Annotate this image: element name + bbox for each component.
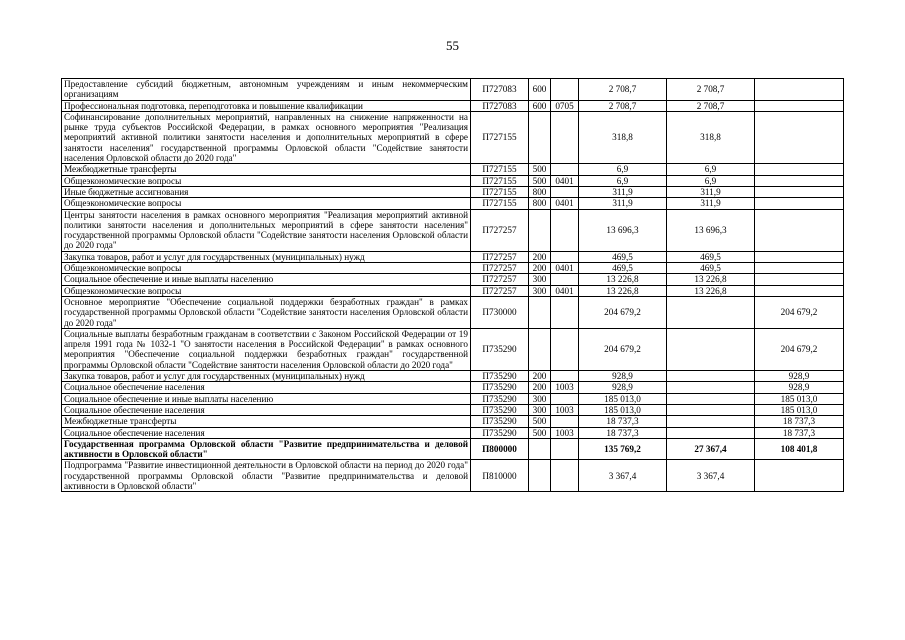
row-amount-2: 318,8 [667, 111, 755, 163]
table-row [62, 175, 844, 186]
row-expense-type: 500 [529, 175, 551, 186]
row-section-code [551, 328, 579, 370]
row-amount-3 [755, 274, 844, 285]
row-amount-2: 2 708,7 [667, 100, 755, 111]
row-section-code: 0705 [551, 100, 579, 111]
row-name: Закупка товаров, работ и услуг для государственных (муниципальных) нужд [62, 371, 471, 382]
table-row [62, 427, 844, 438]
row-amount-3 [755, 175, 844, 186]
row-code: П727257 [471, 263, 529, 274]
row-amount-2: 469,5 [667, 251, 755, 262]
row-name: Социальное обеспечение населения [62, 404, 471, 415]
row-expense-type: 500 [529, 427, 551, 438]
row-expense-type: 200 [529, 371, 551, 382]
row-amount-total: 185 013,0 [579, 393, 667, 404]
row-name: Межбюджетные трансферты [62, 164, 471, 175]
row-expense-type: 600 [529, 100, 551, 111]
row-amount-2: 13 226,8 [667, 285, 755, 296]
row-name: Закупка товаров, работ и услуг для государственных (муниципальных) нужд [62, 251, 471, 262]
table-row [62, 371, 844, 382]
row-expense-type [529, 460, 551, 492]
row-section-code: 0401 [551, 263, 579, 274]
row-section-code: 0401 [551, 175, 579, 186]
row-amount-2 [667, 404, 755, 415]
row-amount-total: 13 226,8 [579, 285, 667, 296]
row-name: Социальные выплаты безработным гражданам в соответствии с Законом Российской Федерации от 19 апреля 1991 года № 1032-1 "О занятости населения в Российской Федерации" в рамках основного мероприятия "Обеспечение социальной поддержки безработных граждан" государственной программы Орловской области "Содействие занятости населения Орловской области до 2020 года" [62, 328, 471, 370]
table-row [62, 100, 844, 111]
budget-table [61, 78, 844, 492]
row-amount-3 [755, 186, 844, 197]
row-amount-total: 469,5 [579, 251, 667, 262]
row-code: П735290 [471, 382, 529, 393]
row-section-code [551, 209, 579, 251]
row-code: П727155 [471, 175, 529, 186]
row-section-code: 1003 [551, 404, 579, 415]
row-name: Иные бюджетные ассигнования [62, 186, 471, 197]
row-amount-total: 928,9 [579, 371, 667, 382]
row-amount-total: 928,9 [579, 382, 667, 393]
row-amount-total: 18 737,3 [579, 427, 667, 438]
row-section-code [551, 274, 579, 285]
row-amount-3 [755, 79, 844, 101]
row-expense-type: 300 [529, 285, 551, 296]
row-amount-total: 135 769,2 [579, 438, 667, 460]
row-name: Центры занятости населения в рамках основного мероприятия "Реализация мероприятий активной политики занятости населения и дополнительных мероприятий в сфере занятости населения" государственной программы Орловской области "Содействие занятости населения Орловской области до 2020 года" [62, 209, 471, 251]
table-row [62, 251, 844, 262]
row-amount-2: 311,9 [667, 186, 755, 197]
row-expense-type: 200 [529, 251, 551, 262]
row-amount-2 [667, 427, 755, 438]
row-amount-2: 3 367,4 [667, 460, 755, 492]
row-amount-2: 13 226,8 [667, 274, 755, 285]
table-row [62, 404, 844, 415]
row-amount-2: 6,9 [667, 164, 755, 175]
table-row [62, 416, 844, 427]
row-code: П727155 [471, 111, 529, 163]
row-name: Государственная программа Орловской области "Развитие предпринимательства и деловой активности в Орловской области" [62, 438, 471, 460]
row-amount-total: 6,9 [579, 175, 667, 186]
row-code: П735290 [471, 427, 529, 438]
row-amount-3: 928,9 [755, 382, 844, 393]
table-row [62, 382, 844, 393]
row-amount-3: 185 013,0 [755, 404, 844, 415]
row-section-code [551, 164, 579, 175]
row-name: Основное мероприятие "Обеспечение социальной поддержки безработных граждан" в рамках государственной программы Орловской области "Содействие занятости населения Орловской области до 2020 года" [62, 296, 471, 328]
row-amount-2: 13 696,3 [667, 209, 755, 251]
row-expense-type: 800 [529, 186, 551, 197]
row-name: Социальное обеспечение и иные выплаты населению [62, 393, 471, 404]
row-expense-type [529, 328, 551, 370]
table-row [62, 438, 844, 460]
row-expense-type: 600 [529, 79, 551, 101]
table-row [62, 328, 844, 370]
row-amount-total: 18 737,3 [579, 416, 667, 427]
row-code: П727083 [471, 100, 529, 111]
row-code: П727257 [471, 209, 529, 251]
row-amount-total: 13 226,8 [579, 274, 667, 285]
row-name: Подпрограмма "Развитие инвестиционной деятельности в Орловской области на период до 2020 года" государственной программы Орловской области "Развитие предпринимательства и деловой активности в Орловской области" [62, 460, 471, 492]
table-row [62, 111, 844, 163]
row-code: П727155 [471, 164, 529, 175]
row-amount-2 [667, 382, 755, 393]
row-amount-3 [755, 164, 844, 175]
row-code: П735290 [471, 404, 529, 415]
row-name: Социальное обеспечение населения [62, 382, 471, 393]
row-amount-total: 311,9 [579, 186, 667, 197]
row-name: Софинансирование дополнительных мероприятий, направленных на снижение напряженности на рынке труда субъектов Российской Федерации, в рамках основного мероприятия "Реализация мероприятий активной политики занятости населения и дополнительных мероприятий в сфере занятости населения" государственной программы Орловской области "Содействие занятости населения Орловской области до 2020 года" [62, 111, 471, 163]
row-amount-3: 185 013,0 [755, 393, 844, 404]
table-row [62, 164, 844, 175]
row-amount-3 [755, 198, 844, 209]
row-amount-2 [667, 416, 755, 427]
row-expense-type: 800 [529, 198, 551, 209]
row-amount-3 [755, 111, 844, 163]
row-amount-3: 108 401,8 [755, 438, 844, 460]
table-row [62, 274, 844, 285]
row-amount-total: 3 367,4 [579, 460, 667, 492]
row-expense-type: 200 [529, 382, 551, 393]
table-row [62, 209, 844, 251]
row-section-code [551, 438, 579, 460]
row-section-code [551, 186, 579, 197]
row-name: Общеэкономические вопросы [62, 263, 471, 274]
row-amount-total: 469,5 [579, 263, 667, 274]
row-section-code [551, 251, 579, 262]
row-name: Предоставление субсидий бюджетным, автономным учреждениям и иным некоммерческим организациям [62, 79, 471, 101]
row-name: Социальное обеспечение населения [62, 427, 471, 438]
row-section-code: 1003 [551, 427, 579, 438]
row-amount-2: 6,9 [667, 175, 755, 186]
row-expense-type: 300 [529, 393, 551, 404]
table-row [62, 79, 844, 101]
row-amount-3 [755, 100, 844, 111]
row-amount-2 [667, 393, 755, 404]
row-code: П727155 [471, 186, 529, 197]
row-code: П730000 [471, 296, 529, 328]
row-amount-3 [755, 209, 844, 251]
row-code: П727083 [471, 79, 529, 101]
table-row [62, 460, 844, 492]
row-expense-type [529, 296, 551, 328]
row-amount-total: 13 696,3 [579, 209, 667, 251]
row-name: Социальное обеспечение и иные выплаты населению [62, 274, 471, 285]
table-row [62, 263, 844, 274]
row-name: Межбюджетные трансферты [62, 416, 471, 427]
table-row [62, 296, 844, 328]
row-code: П735290 [471, 416, 529, 427]
row-amount-total: 185 013,0 [579, 404, 667, 415]
row-amount-3 [755, 460, 844, 492]
row-amount-total: 2 708,7 [579, 100, 667, 111]
row-amount-total: 318,8 [579, 111, 667, 163]
row-expense-type [529, 438, 551, 460]
row-amount-3: 204 679,2 [755, 328, 844, 370]
row-section-code [551, 296, 579, 328]
row-name: Общеэкономические вопросы [62, 198, 471, 209]
table-row [62, 186, 844, 197]
row-code: П727257 [471, 285, 529, 296]
table-row [62, 285, 844, 296]
row-name: Общеэкономические вопросы [62, 175, 471, 186]
row-section-code [551, 460, 579, 492]
row-code: П735290 [471, 328, 529, 370]
row-amount-2 [667, 296, 755, 328]
row-amount-2: 2 708,7 [667, 79, 755, 101]
row-name: Общеэкономические вопросы [62, 285, 471, 296]
row-expense-type [529, 209, 551, 251]
row-amount-3 [755, 263, 844, 274]
row-code: П727257 [471, 274, 529, 285]
row-expense-type [529, 111, 551, 163]
row-section-code: 1003 [551, 382, 579, 393]
row-amount-total: 204 679,2 [579, 328, 667, 370]
row-amount-2: 27 367,4 [667, 438, 755, 460]
row-code: П800000 [471, 438, 529, 460]
row-amount-3: 204 679,2 [755, 296, 844, 328]
row-code: П727257 [471, 251, 529, 262]
row-amount-total: 6,9 [579, 164, 667, 175]
row-amount-total: 311,9 [579, 198, 667, 209]
table-row [62, 393, 844, 404]
row-amount-3: 928,9 [755, 371, 844, 382]
row-amount-total: 204 679,2 [579, 296, 667, 328]
row-expense-type: 300 [529, 404, 551, 415]
row-code: П810000 [471, 460, 529, 492]
row-expense-type: 200 [529, 263, 551, 274]
row-section-code [551, 371, 579, 382]
row-amount-3 [755, 285, 844, 296]
row-section-code: 0401 [551, 285, 579, 296]
row-amount-3: 18 737,3 [755, 416, 844, 427]
row-expense-type: 300 [529, 274, 551, 285]
row-section-code [551, 416, 579, 427]
row-amount-3: 18 737,3 [755, 427, 844, 438]
row-code: П735290 [471, 393, 529, 404]
row-amount-3 [755, 251, 844, 262]
row-section-code [551, 111, 579, 163]
row-code: П735290 [471, 371, 529, 382]
row-amount-2: 469,5 [667, 263, 755, 274]
row-amount-2 [667, 371, 755, 382]
row-section-code: 0401 [551, 198, 579, 209]
row-expense-type: 500 [529, 416, 551, 427]
row-amount-2 [667, 328, 755, 370]
table-row [62, 198, 844, 209]
row-amount-total: 2 708,7 [579, 79, 667, 101]
row-amount-2: 311,9 [667, 198, 755, 209]
row-expense-type: 500 [529, 164, 551, 175]
row-name: Профессиональная подготовка, переподготовка и повышение квалификации [62, 100, 471, 111]
row-section-code [551, 79, 579, 101]
page-number: 55 [446, 38, 459, 53]
row-section-code [551, 393, 579, 404]
row-code: П727155 [471, 198, 529, 209]
